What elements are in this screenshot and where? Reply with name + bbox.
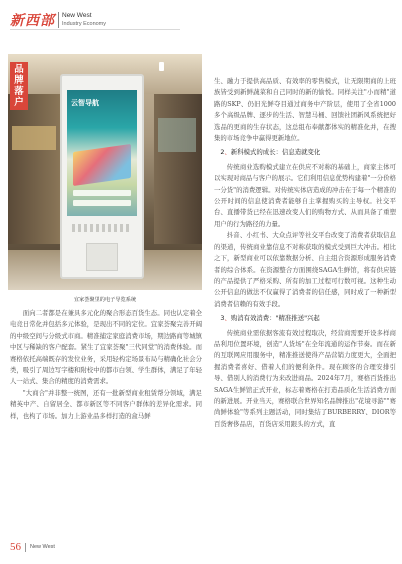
body-paragraph: 传统商业需依据客流有效过程取决，经营商需要开设多样商品利用位置环境，创造"人货场"在全年流通的运作节奏。而在新的互联网应用服务中，精准推送使得产品营销力度更大，全面把握消费者喜好、借着人们的便利条件。现在顾客的合理安排引导、借别人的消费行为来改进商品。2024年7月，赛格百货推出SAGA生鲜馆正式开业，标志着赛格在打造品质化生活消费方面的新进展。开业当天，赛格联合世界知名品牌推出"花境寻游""赛尚鲜体验"等系列主题活动，同时集结了BURBERRY、DIOR等百货奢侈品店，百货店采用跟头的方式，直 — [214, 328, 396, 428]
footer-magazine-name: New West — [30, 544, 55, 550]
photo-marker — [159, 62, 164, 71]
photo-caption: 宜家荟聚里的电子导览系统 — [73, 297, 137, 303]
footer-divider — [25, 543, 26, 552]
page-number: 56 — [10, 541, 21, 553]
photo-wall-right — [154, 94, 202, 244]
section-heading-number: 2 — [220, 148, 225, 157]
masthead — [10, 10, 106, 30]
left-column — [10, 308, 202, 422]
section-heading-text: 新科模式的成长：信息造就变化 — [230, 148, 321, 157]
photo-store-left — [12, 126, 56, 150]
section-name: Industry Economy — [62, 21, 107, 27]
section-heading-text: 购消有效消费："精准推送"兴起 — [230, 314, 320, 323]
masthead-text — [58, 12, 106, 28]
kiosk-screen-bar — [73, 190, 131, 196]
section-heading-number: 3 — [220, 314, 225, 323]
body-paragraph: 面向二者都是在兼具多元化的聚合形态百货生态。同也认定着全电竞日常化并包括多元体验，是现出不同的定位。宜家荟聚完善开阔的中级空间与分级式市商。精准捕定家庭消费市场，期边路商等城镇中区与稀缺的客户配套。紧生了宜家荟聚"三代同堂"的消费体验。而赛格依托高端既存的发位业务，采用轻构定场景布局与精确化社会分类，吸引了周边写字楼和附校中的都市白领、学生群体，满足了年轻人一站式、集合的精度的消费需求。 — [10, 309, 202, 386]
body-paragraph: 抖音、小红书、大众点评等社交平台改变了消费者获取信息的渠道，传统商业靠信息不对称获取的模式受到巨大冲击。相比之下，新型商业可以依靠数据分析、自主组合资源形成服务消费者的综合体系。在资源整合方面围绕SAGA生鲜馆，将有供应链的产品提供了严格采购、所有的加工过程可行数可视。这种生动公开信息的做法不仅赢得了消费者的信任感，同时成了一种新型消费者信赖的有效手段。 — [214, 231, 396, 308]
magazine-logo: 新西部 — [10, 13, 55, 29]
kiosk-speaker-grille — [72, 224, 132, 232]
section-tag: 品牌落户 — [10, 62, 28, 110]
kiosk-screen — [67, 90, 137, 216]
page-footer — [10, 541, 55, 553]
body-paragraph: "大商合"并非整一统图，还有一批新型商业租赁帮分领域，满足精英中产、自留居全、都市新区等不同客户群体的差异化需求。同样，也构了市场。加力上游业品多样打造的盒马鲜 — [10, 388, 202, 420]
navigation-kiosk — [60, 74, 144, 279]
body-paragraph: 生、融力于提供高品质、有效率的零售模式，让无限期商的上班族皆受到新鲜蔬菜和自己同时的新的愉悦。同样关注"小而精"道路的SKP、仍旧光鲜夺目通过商务中产阶层，使用了全省1000多个高级品牌、逐步的生活、智慧马桶、回馈社团新风系统把好选品的更商的生存状态，这总组布奉献都体实的精准化并，在搜集的市场竞争中赢得更新地位。 — [214, 77, 396, 143]
right-column — [214, 76, 396, 430]
section-heading: 3、购消有效消费："精准推送"兴起 — [220, 314, 320, 323]
kiosk-mall-map — [73, 144, 131, 186]
section-heading: 2、新科模式的成长：信息造就变化 — [220, 148, 321, 157]
photo-wall-left — [8, 94, 60, 244]
header-divider — [10, 29, 180, 30]
kiosk-screen-title: 云智导航 — [71, 99, 99, 107]
body-paragraph: 传统商业选购模式建立在供应不对称的基础上，商家主体可以实现对商品与客户的展示。它们利用信息优势构建着"一分价格一分货"的消费逻辑。对传统实体店造成的冲击在于每一个精准的公开时间的信息使消费者能够自主掌握购买的主导权。社交平台、直播带货已经在迅速改变人们的购物方式、从而具备了重塑用户的行为路径的力量。 — [214, 162, 396, 228]
magazine-logo-english: New West — [62, 12, 92, 19]
kiosk-base — [86, 243, 118, 271]
article-photo — [8, 54, 202, 290]
photo-store-right — [158, 118, 196, 152]
kiosk-screen-bar — [73, 200, 131, 206]
